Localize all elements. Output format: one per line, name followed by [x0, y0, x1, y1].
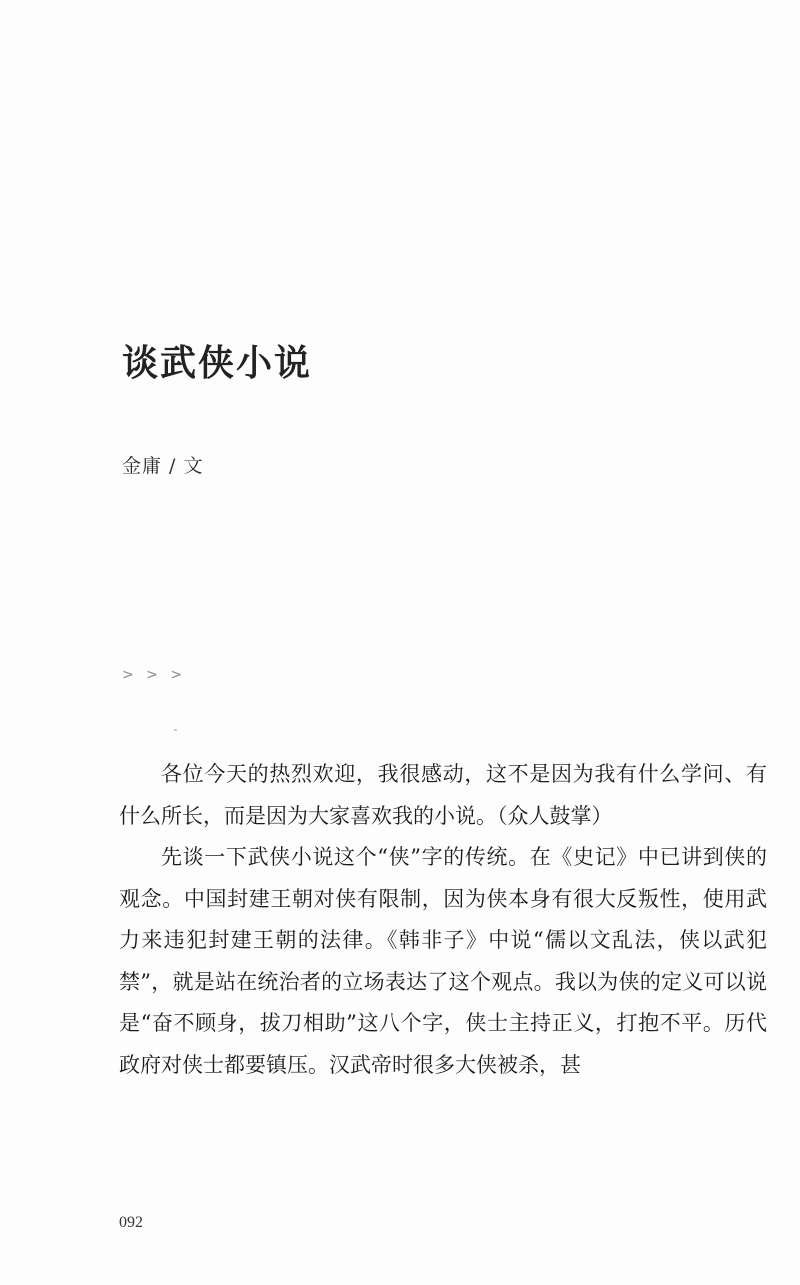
body-paragraph: 各位今天的热烈欢迎，我很感动，这不是因为我有什么学问、有什么所长，而是因为大家喜欢我的小说。（众人鼓掌） [119, 762, 767, 828]
article-body [119, 754, 767, 1086]
body-paragraph: 先谈一下武侠小说这个“侠”字的传统。在《史记》中已讲到侠的观念。中国封建王朝对侠有限制，因为侠本身有很大反叛性，使用武力来违犯封建王朝的法律。《韩非子》中说“儒以文乱法，侠以武犯禁”，就是站在统治者的立场表达了这个观点。我以为侠的定义可以说是“奋不顾身，拔刀相助”这八个字，侠士主持正义，打抱不平。历代政府对侠士都要镇压。汉武帝时很多大侠被杀，甚 [119, 845, 767, 1077]
author-byline: 金庸 / 文 [122, 455, 204, 477]
print-speck [174, 729, 177, 731]
section-marker: > > > [122, 667, 187, 683]
page-number: 092 [119, 1214, 143, 1231]
article-title: 谈武侠小说 [122, 342, 313, 384]
